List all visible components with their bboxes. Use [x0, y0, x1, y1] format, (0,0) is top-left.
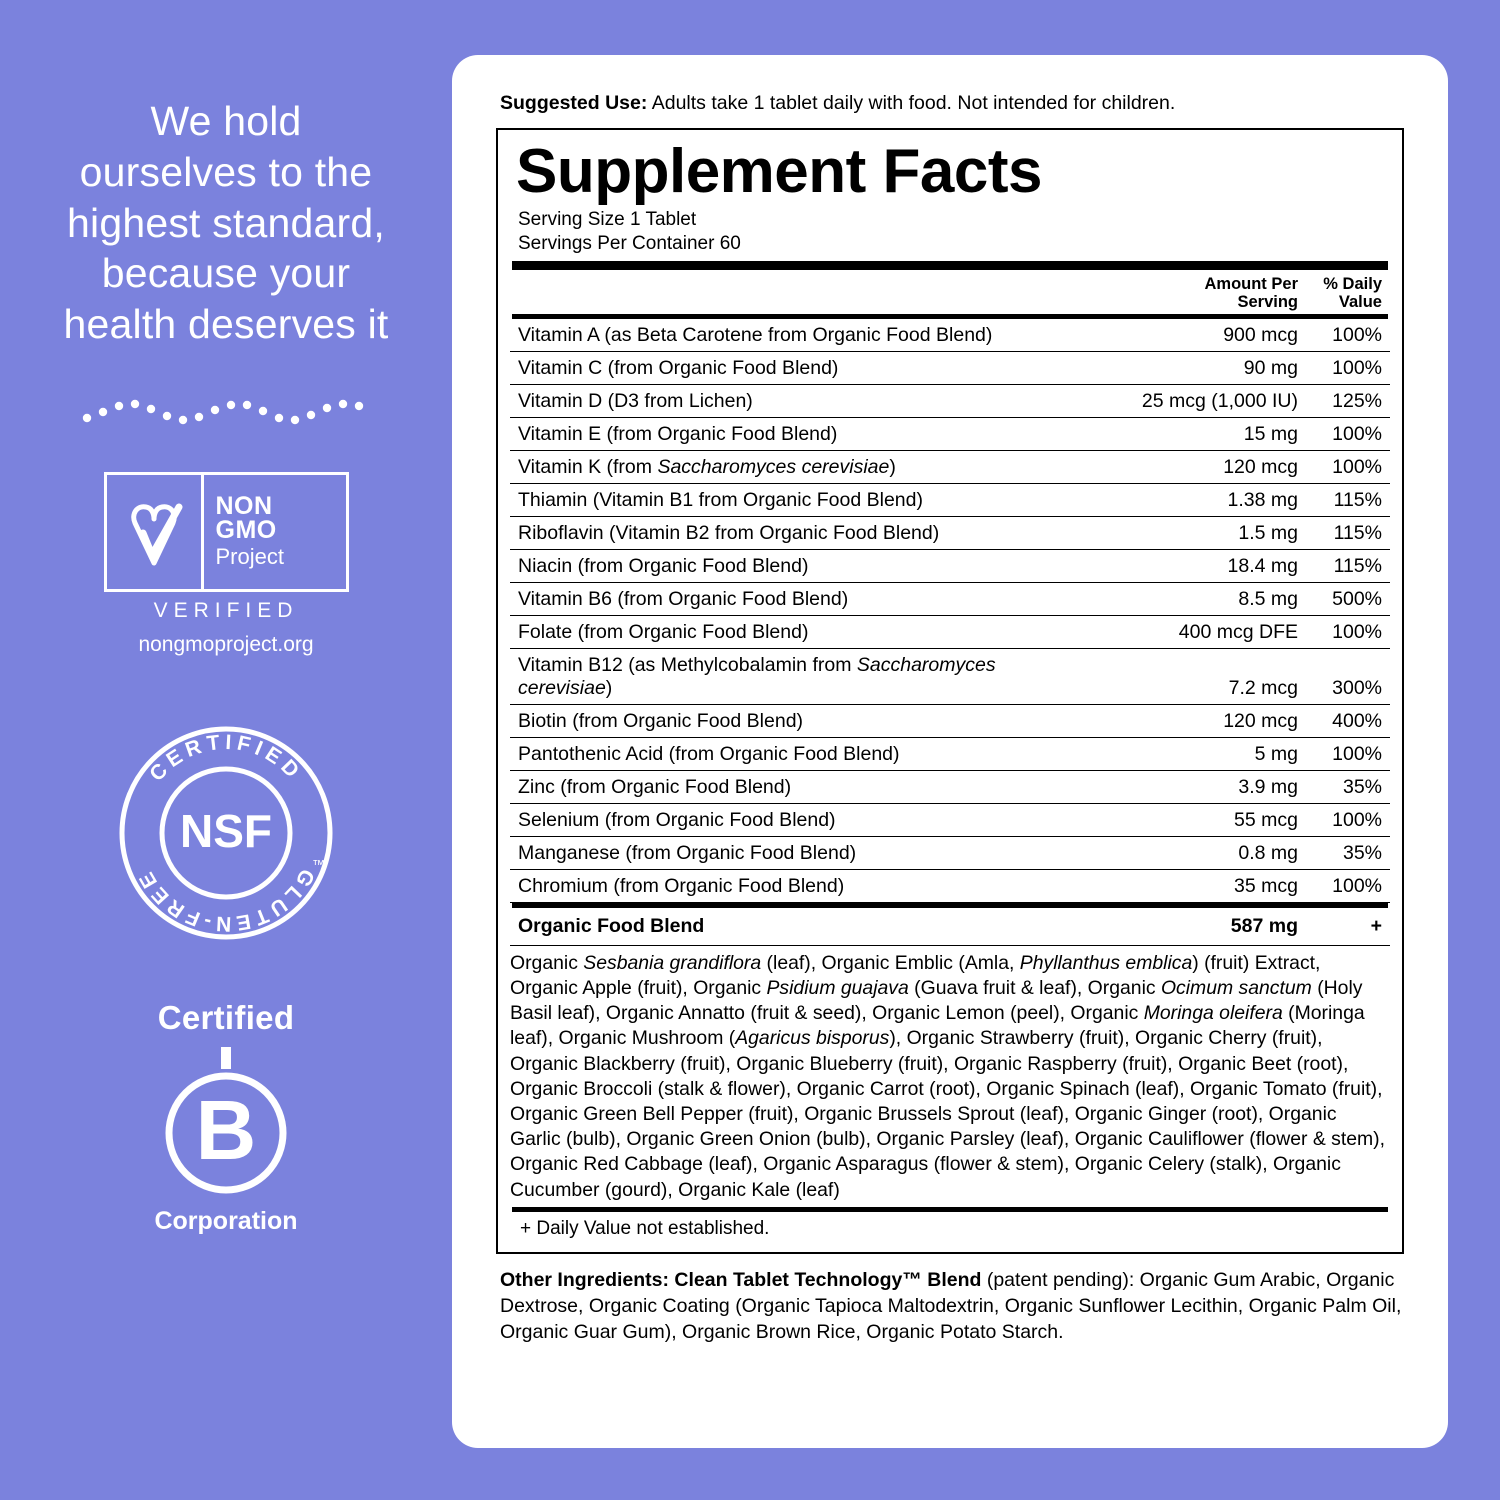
- suggested-use-label: Suggested Use:: [500, 92, 648, 114]
- table-row: [510, 837, 1390, 870]
- table-row: [510, 649, 1390, 705]
- suggested-use-text: Adults take 1 tablet daily with food. Not intended for children.: [647, 92, 1176, 114]
- blend-ingredients: Organic Sesbania grandiflora (leaf), Organic Emblic (Amla, Phyllanthus emblica) (fruit) Extract, Organic Apple (fruit), Organic Psidium guajava (Guava fruit & leaf), Organic Ocimum sanctum (Holy Basil leaf), Organic Annatto (fruit & seed), Organic Lemon (peel), Organic Moringa oleifera (Moringa leaf), Organic Mushroom (Agaricus bisporus), Organic Strawberry (fruit), Organic Cherry (fruit), Organic Blackberry (fruit), Organic Blueberry (fruit), Organic Raspberry (fruit), Organic Beet (root), Organic Broccoli (stalk & flower), Organic Carrot (root), Organic Spinach (leaf), Organic Tomato (fruit), Organic Green Bell Pepper (fruit), Organic Brussels Sprout (leaf), Organic Ginger (root), Organic Garlic (bulb), Organic Green Onion (bulb), Organic Parsley (leaf), Organic Cauliflower (flower & stem), Organic Red Cabbage (leaf), Organic Asparagus (flower & stem), Organic Celery (stalk), Organic Cucumber (gourd), Organic Kale (leaf): [510, 951, 1386, 1201]
- non-gmo-url: nongmoproject.org: [138, 633, 314, 657]
- nutrient-name: Selenium (from Organic Food Blend): [510, 804, 1042, 837]
- non-gmo-line2: GMO: [215, 516, 277, 545]
- nutrient-dv: 300%: [1308, 649, 1390, 705]
- other-ingredients-text: (patent pending): Organic Gum Arabic, Organic Dextrose, Organic Coating (Organic Tapioca Maltodextrin, Organic Sunflower Lecithin, Organic Palm Oil, Organic Guar Gum), Organic Brown Rice, Organic Potato Starch.: [500, 1269, 1402, 1343]
- nutrient-name: Vitamin B6 (from Organic Food Blend): [510, 583, 1042, 616]
- nutrient-amount: 55 mcg: [1042, 804, 1308, 837]
- b-corporation-badge: [111, 999, 341, 1236]
- nutrient-dv: 400%: [1308, 705, 1390, 738]
- nutrient-name: Manganese (from Organic Food Blend): [510, 837, 1042, 870]
- nutrient-name: Niacin (from Organic Food Blend): [510, 550, 1042, 583]
- nutrient-amount: 1.5 mg: [1042, 517, 1308, 550]
- nutrient-dv: 115%: [1308, 550, 1390, 583]
- bcorp-corporation-label: Corporation: [154, 1207, 298, 1236]
- nutrient-dv: 35%: [1308, 771, 1390, 804]
- blend-dv: +: [1308, 908, 1390, 946]
- nutrient-dv: 100%: [1308, 319, 1390, 352]
- table-row: [510, 870, 1390, 903]
- nutrient-amount: 900 mcg: [1042, 319, 1308, 352]
- nutrient-name: Vitamin C (from Organic Food Blend): [510, 352, 1042, 385]
- nutrient-amount: 1.38 mg: [1042, 484, 1308, 517]
- nutrient-name: Vitamin E (from Organic Food Blend): [510, 418, 1042, 451]
- nutrient-amount: 7.2 mcg: [1042, 649, 1308, 705]
- table-row: [510, 352, 1390, 385]
- nutrient-name: Riboflavin (Vitamin B2 from Organic Food Blend): [510, 517, 1042, 550]
- table-row: [510, 550, 1390, 583]
- nutrient-dv: 100%: [1308, 804, 1390, 837]
- servings-per-container: Servings Per Container 60: [518, 232, 741, 254]
- nutrient-name: Vitamin B12 (as Methylcobalamin from Saccharomyces cerevisiae): [510, 649, 1042, 705]
- header-blank: [510, 270, 1042, 314]
- non-gmo-line1: NON: [215, 492, 273, 521]
- nutrient-name: Vitamin K (from Saccharomyces cerevisiae): [510, 451, 1042, 484]
- header-daily-value: % Daily Value: [1323, 274, 1382, 312]
- header-amount-per-serving: Amount Per Serving: [1204, 274, 1298, 312]
- nutrient-dv: 115%: [1308, 517, 1390, 550]
- svg-text:B: B: [195, 1083, 257, 1178]
- svg-text:™: ™: [312, 857, 325, 873]
- table-row: [510, 484, 1390, 517]
- suggested-use-line: [500, 91, 1404, 116]
- nutrient-amount: 18.4 mg: [1042, 550, 1308, 583]
- left-brand-panel: [0, 0, 452, 1500]
- nutrient-name: Biotin (from Organic Food Blend): [510, 705, 1042, 738]
- nutrient-dv: 100%: [1308, 352, 1390, 385]
- nutrient-amount: 120 mcg: [1042, 705, 1308, 738]
- table-row: [510, 804, 1390, 837]
- table-row: [510, 451, 1390, 484]
- daily-value-footnote: + Daily Value not established.: [520, 1218, 770, 1240]
- table-row: [510, 385, 1390, 418]
- supplement-facts-card: [452, 55, 1448, 1448]
- svg-text:CERTIFIED: CERTIFIED: [145, 730, 307, 786]
- blend-ingredients-row: [510, 946, 1390, 1208]
- decorative-squiggle: [81, 392, 371, 432]
- serving-size: Serving Size 1 Tablet: [518, 208, 697, 230]
- non-gmo-project-badge: [104, 472, 349, 657]
- blend-row: [510, 908, 1390, 946]
- nutrient-amount: 15 mg: [1042, 418, 1308, 451]
- nutrient-name: Vitamin A (as Beta Carotene from Organic Food Blend): [510, 319, 1042, 352]
- nsf-gluten-free-badge: [116, 723, 336, 943]
- nutrient-amount: 8.5 mg: [1042, 583, 1308, 616]
- supplement-facts-box: [496, 128, 1404, 1254]
- table-row: [510, 319, 1390, 352]
- nutrient-name: Chromium (from Organic Food Blend): [510, 870, 1042, 903]
- nutrient-dv: 100%: [1308, 418, 1390, 451]
- nutrient-amount: 120 mcg: [1042, 451, 1308, 484]
- svg-text:GLUTEN-FREE: GLUTEN-FREE: [133, 864, 319, 936]
- table-row: [510, 738, 1390, 771]
- table-row: [510, 771, 1390, 804]
- table-row: [510, 517, 1390, 550]
- bcorp-b-mark: [151, 1047, 301, 1197]
- nutrient-name: Vitamin D (D3 from Lichen): [510, 385, 1042, 418]
- butterfly-checkmark-icon: [107, 475, 204, 589]
- nutrient-name: Folate (from Organic Food Blend): [510, 616, 1042, 649]
- nutrition-table: [510, 270, 1390, 1207]
- nutrient-amount: 25 mcg (1,000 IU): [1042, 385, 1308, 418]
- table-row: [510, 705, 1390, 738]
- table-header-row: [510, 270, 1390, 314]
- nutrient-dv: 100%: [1308, 451, 1390, 484]
- other-ingredients: [500, 1268, 1404, 1345]
- divider-thick-top: [512, 261, 1388, 270]
- bcorp-certified-label: Certified: [157, 999, 295, 1037]
- nutrient-amount: 3.9 mg: [1042, 771, 1308, 804]
- nutrient-dv: 100%: [1308, 738, 1390, 771]
- serving-info: [518, 208, 1390, 256]
- nutrient-dv: 35%: [1308, 837, 1390, 870]
- nutrient-amount: 90 mg: [1042, 352, 1308, 385]
- table-row: [510, 418, 1390, 451]
- nutrient-dv: 100%: [1308, 616, 1390, 649]
- table-row: [510, 583, 1390, 616]
- blend-amount: 587 mg: [1042, 908, 1308, 946]
- other-ingredients-label: Other Ingredients: Clean Tablet Technology™ Blend: [500, 1269, 982, 1292]
- nutrient-amount: 400 mcg DFE: [1042, 616, 1308, 649]
- svg-text:NSF: NSF: [180, 805, 272, 858]
- nutrient-dv: 115%: [1308, 484, 1390, 517]
- nutrient-name: Thiamin (Vitamin B1 from Organic Food Blend): [510, 484, 1042, 517]
- nutrient-name: Pantothenic Acid (from Organic Food Blend): [510, 738, 1042, 771]
- table-row: [510, 616, 1390, 649]
- nutrient-amount: 35 mcg: [1042, 870, 1308, 903]
- supplement-facts-title: Supplement Facts: [516, 137, 1042, 207]
- non-gmo-line3: Project: [215, 543, 284, 569]
- nutrient-amount: 0.8 mg: [1042, 837, 1308, 870]
- blend-name: Organic Food Blend: [510, 908, 1042, 946]
- brand-tagline: We hold ourselves to the highest standard, because your health deserves it: [63, 98, 389, 348]
- nutrient-name: Zinc (from Organic Food Blend): [510, 771, 1042, 804]
- non-gmo-verified-text: VERIFIED: [153, 599, 299, 623]
- nutrient-dv: 125%: [1308, 385, 1390, 418]
- nutrient-dv: 100%: [1308, 870, 1390, 903]
- nutrient-amount: 5 mg: [1042, 738, 1308, 771]
- nutrient-dv: 500%: [1308, 583, 1390, 616]
